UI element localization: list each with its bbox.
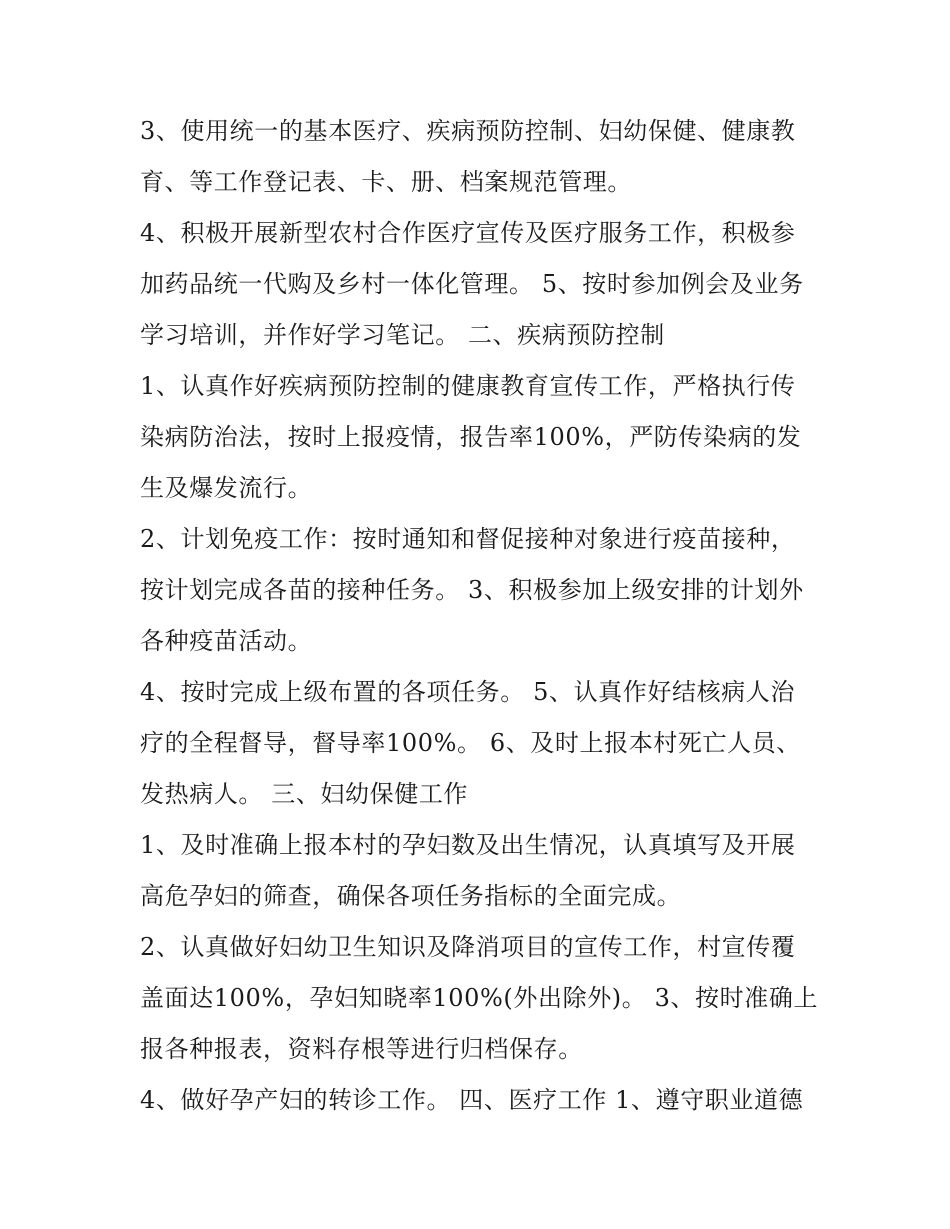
text-line: 各种疫苗活动。 xyxy=(140,627,313,655)
text-line: 4、积极开展新型农村合作医疗宣传及医疗服务工作，积极参 xyxy=(140,219,796,247)
text-line: 4、按时完成上级布置的各项任务。 5、认真作好结核病人治 xyxy=(140,678,795,706)
text-line: 高危孕妇的筛查，确保各项任务指标的全面完成。 xyxy=(140,882,682,910)
text-line: 发热病人。 三、妇幼保健工作 xyxy=(140,780,469,808)
text-line: 2、认真做好妇幼卫生知识及降消项目的宣传工作，村宣传覆 xyxy=(140,933,796,961)
text-line: 生及爆发流行。 xyxy=(140,474,313,502)
text-line: 1、认真作好疾病预防控制的健康教育宣传工作，严格执行传 xyxy=(140,372,796,400)
text-line: 3、使用统一的基本医疗、疾病预防控制、妇幼保健、健康教 xyxy=(140,117,796,145)
text-line: 按计划完成各苗的接种任务。 3、积极参加上级安排的计划外 xyxy=(140,576,804,604)
text-line: 学习培训，并作好学习笔记。 二、疾病预防控制 xyxy=(140,321,665,349)
text-line: 1、及时准确上报本村的孕妇数及出生情况，认真填写及开展 xyxy=(140,831,796,859)
text-line: 盖面达100%，孕妇知晓率100%(外出除外)。 3、按时准确上 xyxy=(140,984,819,1012)
text-line: 疗的全程督导，督导率100%。 6、及时上报本村死亡人员、 xyxy=(140,729,801,757)
text-line: 4、做好孕产妇的转诊工作。 四、医疗工作 1、遵守职业道德 xyxy=(140,1086,804,1114)
text-line: 2、计划免疫工作：按时通知和督促接种对象进行疫苗接种， xyxy=(140,525,796,553)
document-body xyxy=(140,106,820,1126)
text-line: 加药品统一代购及乡村一体化管理。 5、按时参加例会及业务 xyxy=(140,270,804,298)
text-line: 报各种报表，资料存根等进行归档保存。 xyxy=(140,1035,583,1063)
text-line: 育、等工作登记表、卡、册、档案规范管理。 xyxy=(140,168,632,196)
text-line: 染病防治法，按时上报疫情，报告率100%，严防传染病的发 xyxy=(140,423,802,451)
